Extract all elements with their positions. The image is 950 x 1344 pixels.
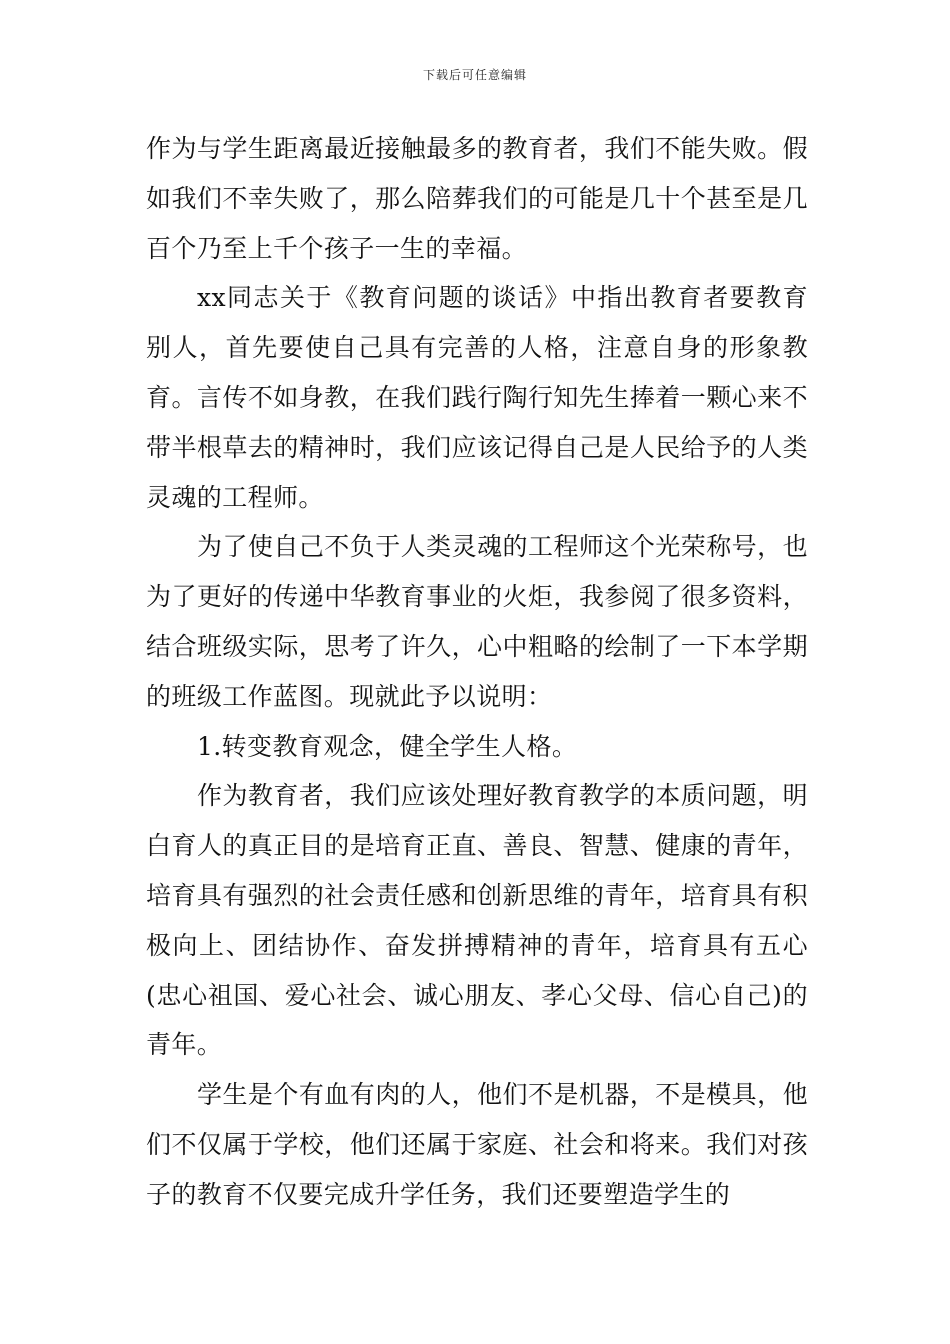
paragraph-work-blueprint: 为了使自己不负于人类灵魂的工程师这个光荣称号，也为了更好的传递中华教育事业的火炬，我参阅了很多资料，结合班级实际，思考了许久，心中粗略的绘制了一下本学期的班级工作蓝图。现就此予以说明： bbox=[146, 532, 808, 711]
paragraph-continued: 作为与学生距离最近接触最多的教育者，我们不能失败。假如我们不幸失败了，那么陪葬我们的可能是几十个甚至是几百个乃至上千个孩子一生的幸福。 bbox=[146, 134, 808, 263]
header-note: 下载后可任意编辑 bbox=[422, 68, 527, 82]
paragraph-students: 学生是个有血有肉的人，他们不是机器，不是模具，他们不仅属于学校，他们还属于家庭、社会和将来。我们对孩子的教育不仅要完成升学任务，我们还要塑造学生的 bbox=[146, 1080, 808, 1209]
paragraph-educator-role: 作为教育者，我们应该处理好教育教学的本质问题，明白育人的真正目的是培育正直、善良、智慧、健康的青年，培育具有强烈的社会责任感和创新思维的青年，培育具有积极向上、团结协作、奋发拼搏精神的青年，培育具有五心(忠心祖国、爱心社会、诚心朋友、孝心父母、信心自己)的青年。 bbox=[146, 781, 808, 1060]
section-heading-1: 1.转变教育观念，健全学生人格。 bbox=[197, 731, 578, 761]
paragraph-talk-on-education: xx同志关于《教育问题的谈话》中指出教育者要教育别人，首先要使自己具有完善的人格，注意自身的形象教育。言传不如身教，在我们践行陶行知先生捧着一颗心来不带半根草去的精神时，我们应该记得自己是人民给予的人类灵魂的工程师。 bbox=[146, 283, 808, 512]
document-body bbox=[146, 124, 808, 1220]
